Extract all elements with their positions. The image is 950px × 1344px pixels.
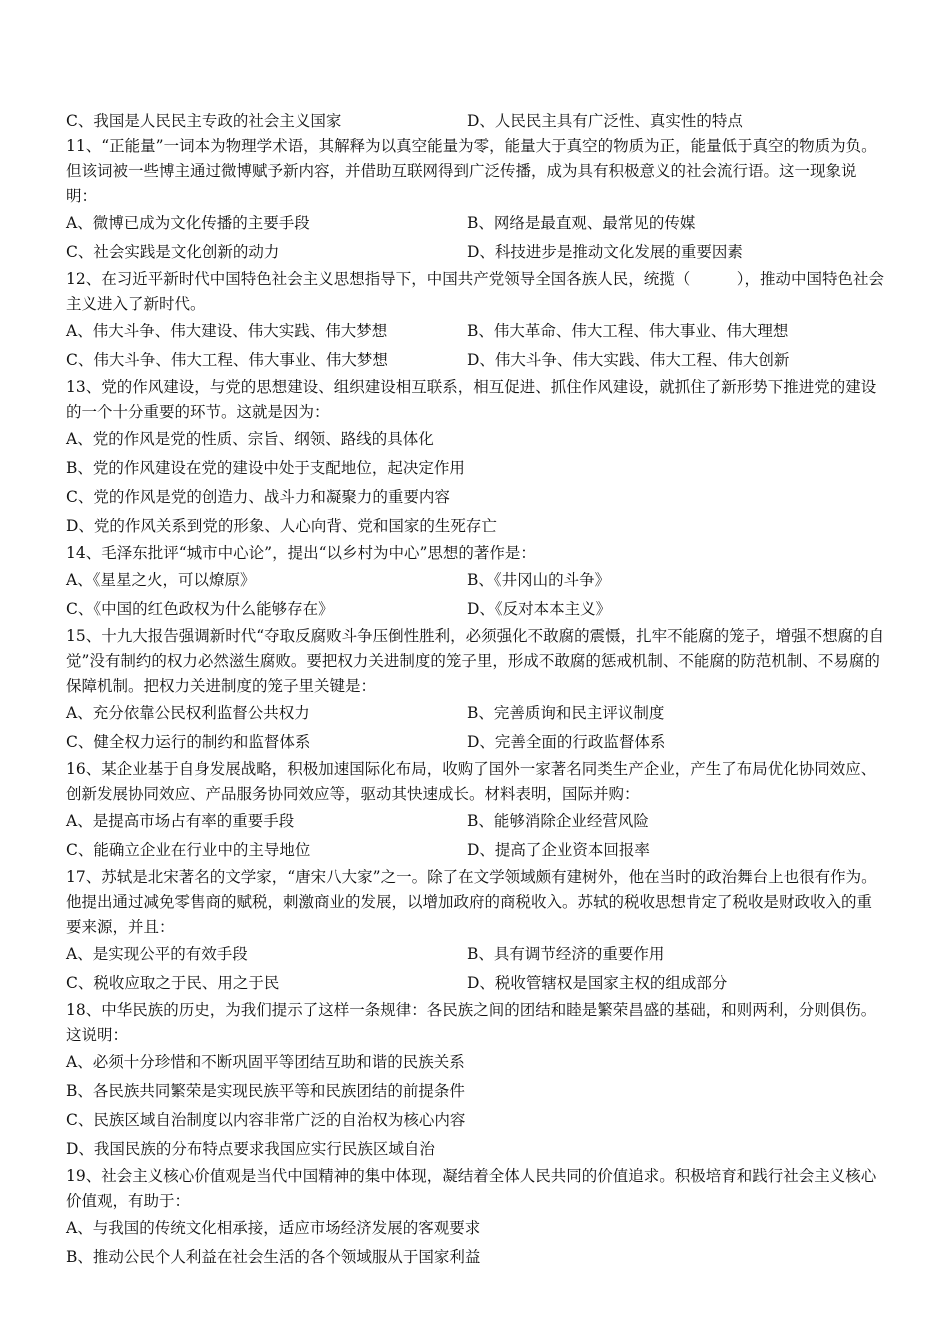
option-c: C、《中国的红色政权为什么能够存在》 [66, 600, 334, 618]
option-row [66, 595, 886, 624]
option-row [66, 836, 886, 865]
option-row [66, 728, 886, 757]
option-d: D、科技进步是推动文化发展的重要因素 [467, 243, 743, 261]
document-page [66, 108, 886, 1272]
question-stem: 17、苏轼是北宋著名的文学家，“唐宋八大家”之一。除了在文学领域颇有建树外，他在当时的政治舞台上也很有作为。他提出通过减免零售商的赋税，刺激商业的发展，以增加政府的商税收入。苏轼的税收思想肯定了税收是财政收入的重要来源，并且： [66, 868, 877, 936]
option-d: D、税收管辖权是国家主权的组成部分 [467, 974, 728, 992]
option-d: D、提高了企业资本回报率 [467, 841, 650, 859]
option-row [66, 238, 886, 267]
option-d: D、《反对本本主义》 [467, 600, 612, 618]
question-stem: 14、毛泽东批评“城市中心论”，提出“以乡村为中心”思想的著作是： [66, 544, 536, 562]
option-d: D、伟大斗争、伟大实践、伟大工程、伟大创新 [467, 351, 790, 369]
option-a: A、党的作风是党的性质、宗旨、纲领、路线的具体化 [66, 430, 434, 448]
option-a: A、必须十分珍惜和不断巩固平等团结互助和谐的民族关系 [66, 1053, 465, 1071]
top-options [66, 108, 886, 134]
option-c: C、税收应取之于民、用之于民 [66, 974, 280, 992]
option-row [66, 969, 886, 998]
question-13 [66, 375, 886, 541]
option-b: B、网络是最直观、最常见的传媒 [467, 214, 696, 232]
question-19 [66, 1164, 886, 1272]
option-a: A、与我国的传统文化相承接，适应市场经济发展的客观要求 [66, 1219, 481, 1237]
option-a: A、是实现公平的有效手段 [66, 945, 248, 963]
question-16 [66, 757, 886, 865]
question-stem: 15、十九大报告强调新时代“夺取反腐败斗争压倒性胜利，必须强化不敢腐的震慑，扎牢不能腐的笼子，增强不想腐的自觉”没有制约的权力必然滋生腐败。要把权力关进制度的笼子里，形成不敢腐的惩戒机制、不能腐的防范机制、不易腐的保障机制。把权力关进制度的笼子里关键是： [66, 627, 885, 695]
option-c: C、我国是人民民主专政的社会主义国家 [66, 112, 342, 130]
question-14 [66, 541, 886, 624]
option-c: C、伟大斗争、伟大工程、伟大事业、伟大梦想 [66, 351, 388, 369]
option-d: D、我国民族的分布特点要求我国应实行民族区域自治 [66, 1140, 435, 1158]
option-b: B、具有调节经济的重要作用 [467, 945, 665, 963]
question-17 [66, 865, 886, 998]
question-stem: 16、某企业基于自身发展战略，积极加速国际化布局，收购了国外一家著名同类生产企业，产生了布局优化协同效应、创新发展协同效应、产品服务协同效应等，驱动其快速成长。材料表明，国际并购： [66, 760, 877, 803]
option-a: A、是提高市场占有率的重要手段 [66, 812, 295, 830]
option-a: A、伟大斗争、伟大建设、伟大实践、伟大梦想 [66, 322, 388, 340]
option-row [66, 566, 886, 595]
option-row [66, 807, 886, 836]
option-c: C、健全权力运行的制约和监督体系 [66, 733, 311, 751]
option-c: C、民族区域自治制度以内容非常广泛的自治权为核心内容 [66, 1111, 466, 1129]
option-c: C、能确立企业在行业中的主导地位 [66, 841, 311, 859]
option-b: B、各民族共同繁荣是实现民族平等和民族团结的前提条件 [66, 1082, 465, 1100]
option-b: B、《井冈山的斗争》 [467, 571, 611, 589]
option-row [66, 209, 886, 238]
option-b: B、党的作风建设在党的建设中处于支配地位，起决定作用 [66, 459, 465, 477]
question-12 [66, 267, 886, 375]
question-11 [66, 134, 886, 267]
option-d: D、完善全面的行政监督体系 [467, 733, 666, 751]
option-row [66, 940, 886, 969]
question-stem: 13、党的作风建设，与党的思想建设、组织建设相互联系，相互促进、抓住作风建设，就抓住了新形势下推进党的建设的一个十分重要的环节。这就是因为： [66, 378, 877, 421]
option-b: B、推动公民个人利益在社会生活的各个领域服从于国家利益 [66, 1248, 481, 1266]
option-row [66, 699, 886, 728]
option-a: A、充分依靠公民权利监督公共权力 [66, 704, 310, 722]
option-a: A、微博已成为文化传播的主要手段 [66, 214, 310, 232]
option-a: A、《星星之火，可以燎原》 [66, 571, 256, 589]
option-d: D、人民民主具有广泛性、真实性的特点 [467, 112, 743, 130]
question-18 [66, 998, 886, 1164]
option-d: D、党的作风关系到党的形象、人心向背、党和国家的生死存亡 [66, 517, 497, 535]
option-b: B、完善质询和民主评议制度 [467, 704, 665, 722]
option-row [66, 346, 886, 375]
option-b: B、伟大革命、伟大工程、伟大事业、伟大理想 [467, 322, 789, 340]
option-b: B、能够消除企业经营风险 [467, 812, 649, 830]
question-stem: 19、社会主义核心价值观是当代中国精神的集中体现，凝结着全体人民共同的价值追求。积极培育和践行社会主义核心价值观，有助于： [66, 1167, 877, 1210]
option-c: C、社会实践是文化创新的动力 [66, 243, 280, 261]
option-row [66, 317, 886, 346]
question-15 [66, 624, 886, 757]
option-c: C、党的作风是党的创造力、战斗力和凝聚力的重要内容 [66, 488, 450, 506]
question-stem: 18、中华民族的历史，为我们提示了这样一条规律：各民族之间的团结和睦是繁荣昌盛的基础，和则两利，分则俱伤。这说明： [66, 1001, 877, 1044]
question-stem: 11、“正能量”一词本为物理学术语，其解释为以真空能量为零，能量大于真空的物质为正，能量低于真空的物质为负。但该词被一些博主通过微博赋予新内容，并借助互联网得到广泛传播，成为具有积极意义的社会流行语。这一现象说明： [66, 137, 877, 205]
question-stem: 12、在习近平新时代中国特色社会主义思想指导下，中国共产党领导全国各族人民，统揽（ ），推动中国特色社会主义进入了新时代。 [66, 270, 884, 313]
